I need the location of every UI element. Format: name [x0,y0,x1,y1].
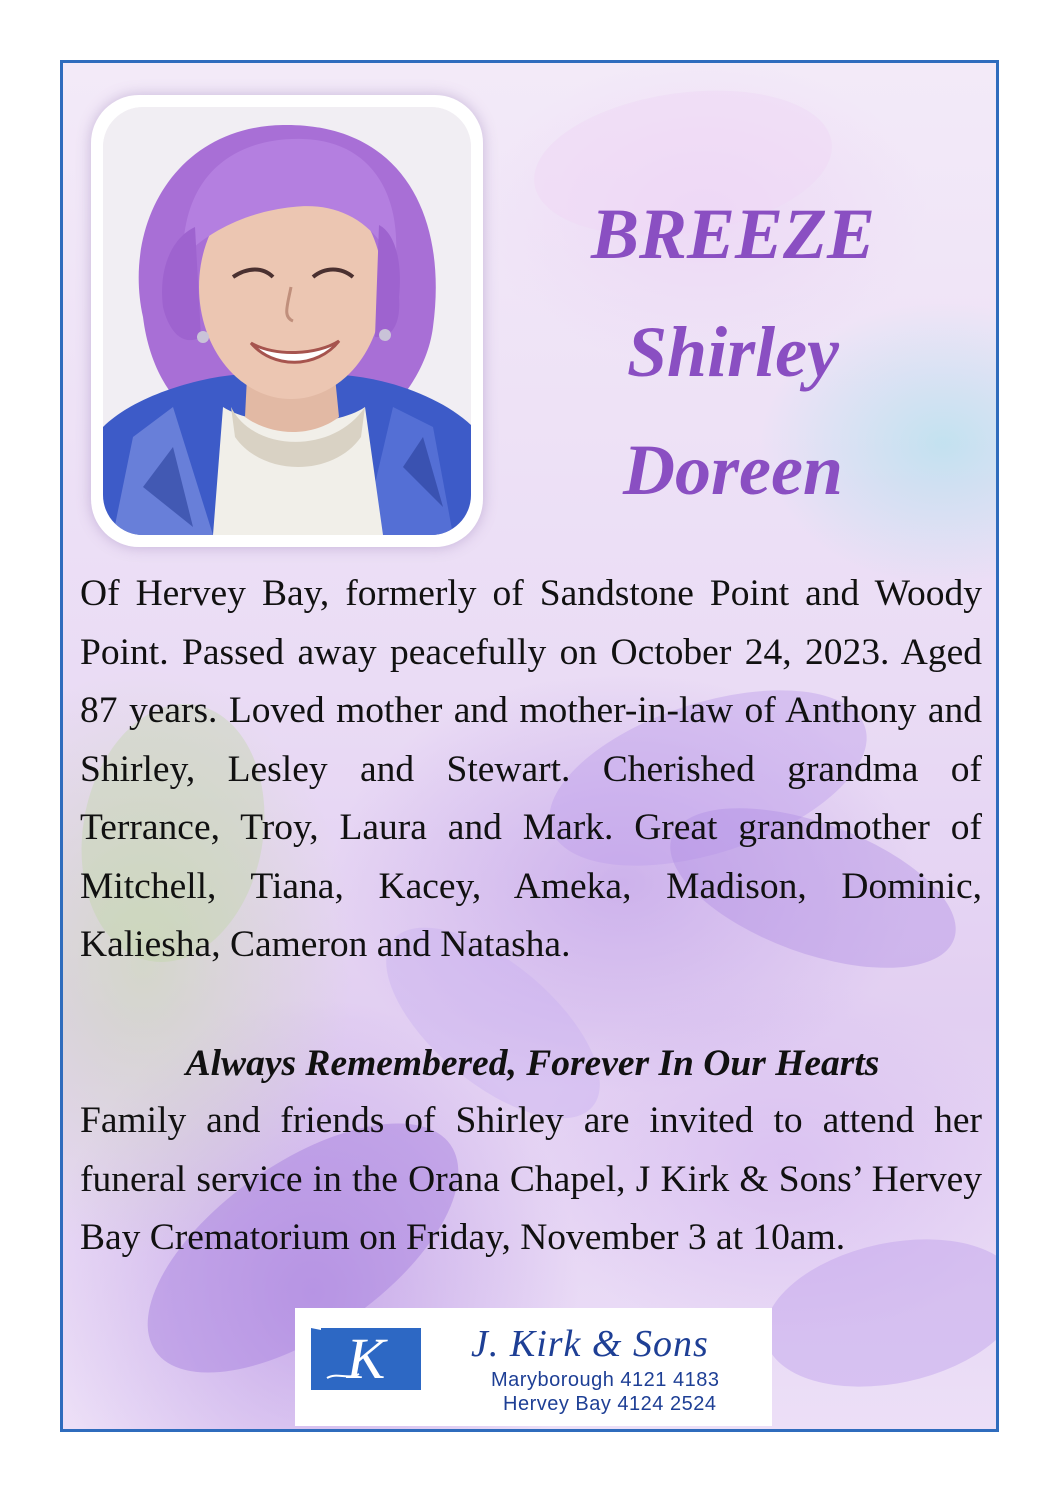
middle-name: Doreen [623,430,843,510]
funeral-director-name: J. Kirk & Sons [471,1323,709,1365]
portrait-illustration [103,107,471,535]
kirk-logo-icon [307,1324,425,1394]
remembrance-tagline: Always Remembered, Forever In Our Hearts [185,1043,880,1084]
svg-text:K: K [346,1326,386,1391]
deceased-name-heading [533,175,933,529]
funeral-director-logo [295,1308,772,1426]
funeral-service-paragraph: Family and friends of Shirley are invited to attend her funeral service in the Orana Chapel, J Kirk & Sons’ Hervey Bay Crematorium on Friday, November 3 at 10am. [80,1100,982,1258]
obituary-paragraph: Of Hervey Bay, formerly of Sandstone Point and Woody Point. Passed away peacefully on October 24, 2023. Aged 87 years. Loved mother and mother-in-law of Anthony and Shirley, Lesley and Stewart. Cherished grandma of Terrance, Troy, Laura and Mark. Great grandmother of Mitchell, Tiana, Kacey, Ameka, Madison, Dominic, Kaliesha, Cameron and Natasha. [80,573,982,965]
notice-frame [60,60,999,1432]
portrait-photo [103,107,471,535]
portrait-frame [91,95,483,547]
hervey-bay-phone: Hervey Bay 4124 2524 [503,1393,717,1415]
maryborough-phone: Maryborough 4121 4183 [491,1369,720,1391]
surname: BREEZE [590,194,876,274]
first-name: Shirley [626,312,840,392]
